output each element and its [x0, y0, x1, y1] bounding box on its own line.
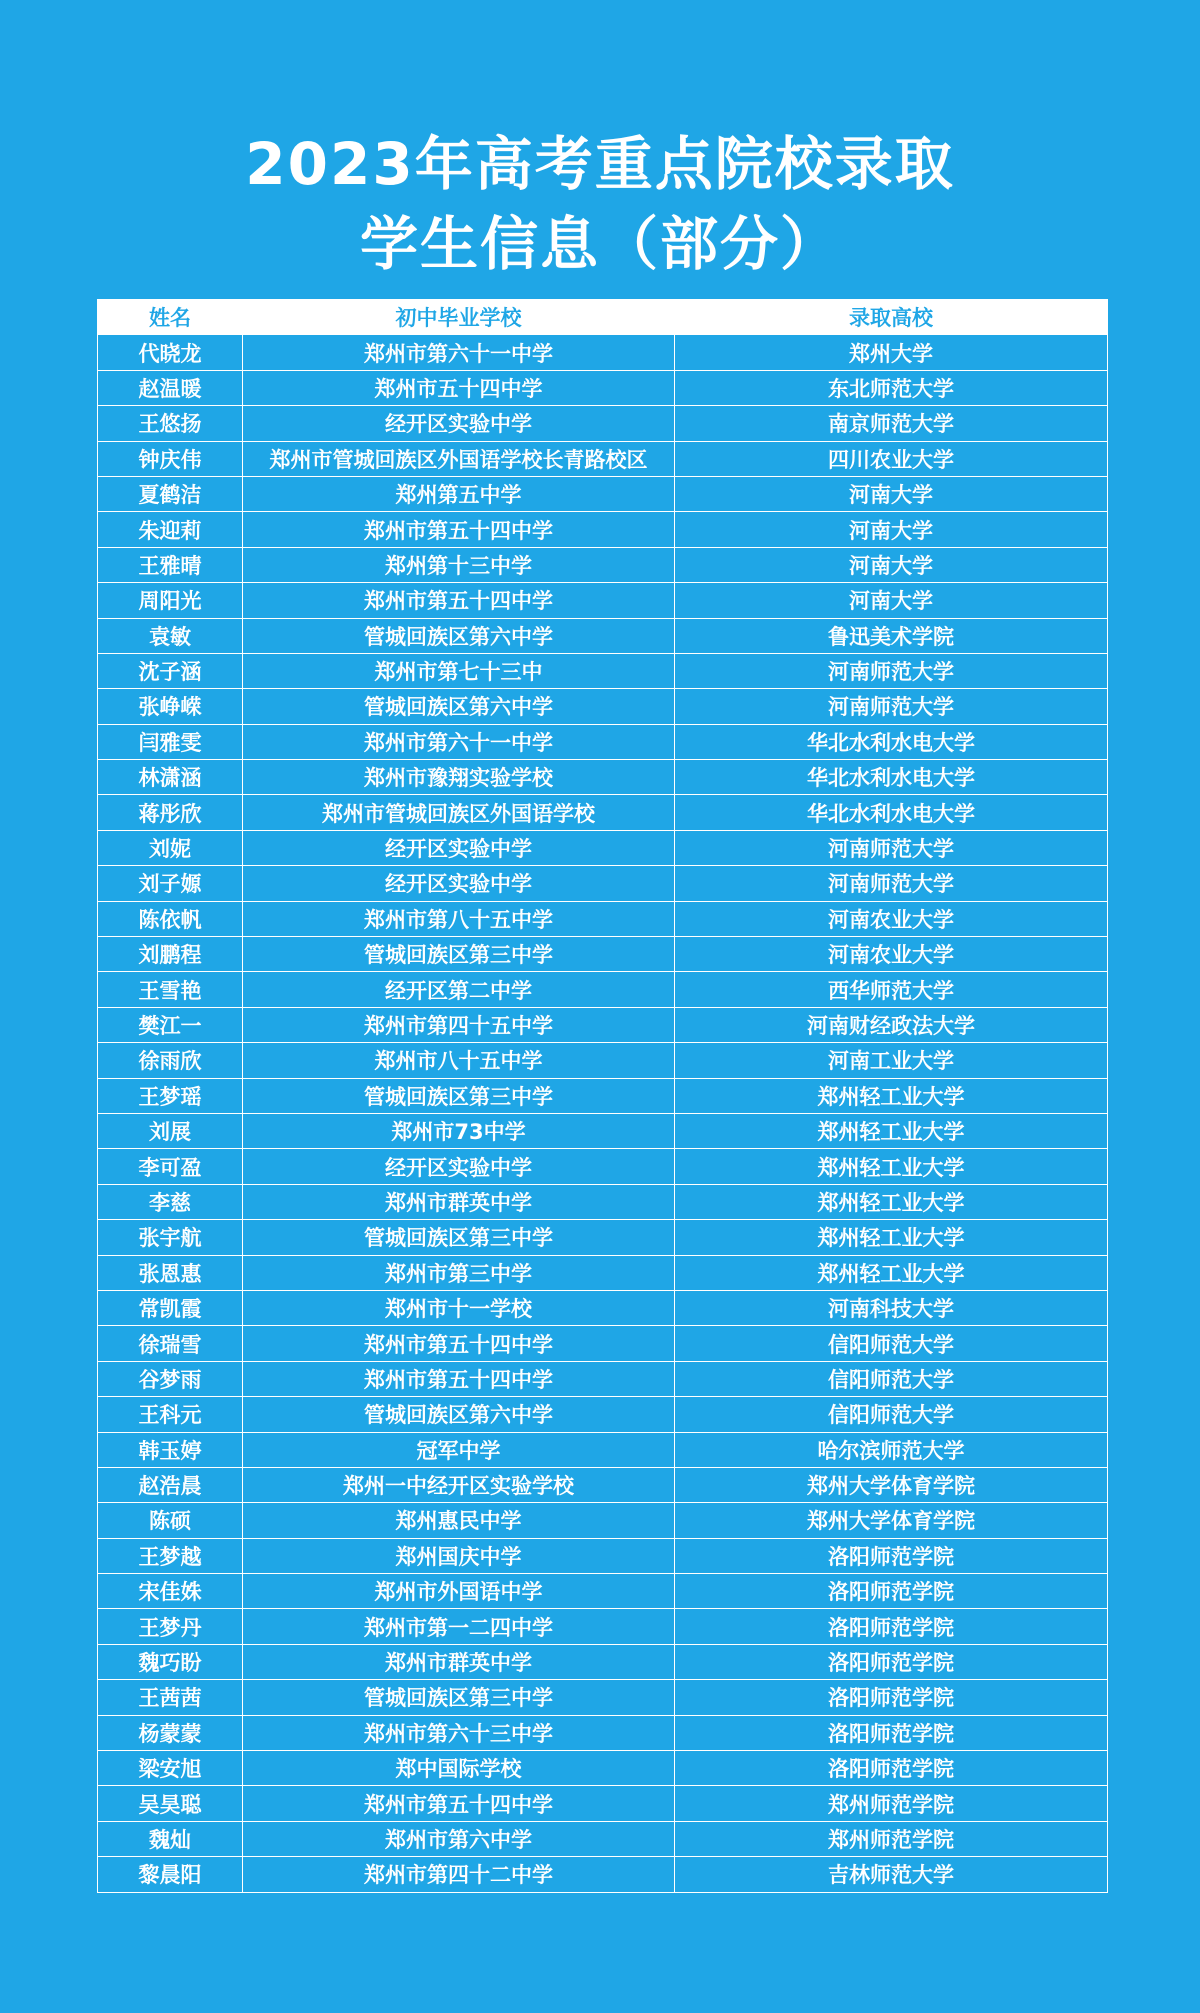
cell-university: 河南工业大学 — [675, 1043, 1108, 1078]
table-row — [98, 1821, 1108, 1856]
cell-university: 郑州师范学院 — [675, 1821, 1108, 1856]
table-row — [98, 1644, 1108, 1679]
cell-student-name: 杨蒙蒙 — [98, 1715, 243, 1750]
table-row — [98, 1538, 1108, 1573]
table-row — [98, 1751, 1108, 1786]
cell-middle-school: 郑州市豫翔实验学校 — [243, 760, 675, 795]
table-row — [98, 583, 1108, 618]
cell-university: 河南大学 — [675, 476, 1108, 511]
cell-university: 洛阳师范学院 — [675, 1751, 1108, 1786]
cell-university: 洛阳师范学院 — [675, 1538, 1108, 1573]
cell-middle-school: 经开区实验中学 — [243, 1149, 675, 1184]
table-row — [98, 1432, 1108, 1467]
cell-middle-school: 郑州市第六十一中学 — [243, 335, 675, 370]
cell-middle-school: 郑州市第四十五中学 — [243, 1007, 675, 1042]
table-row — [98, 866, 1108, 901]
cell-middle-school: 郑州市十一学校 — [243, 1290, 675, 1325]
cell-middle-school: 郑州市第六十一中学 — [243, 724, 675, 759]
cell-student-name: 刘子嫄 — [98, 866, 243, 901]
table-row — [98, 1113, 1108, 1148]
cell-middle-school: 冠军中学 — [243, 1432, 675, 1467]
cell-middle-school: 郑州市73中学 — [243, 1113, 675, 1148]
cell-student-name: 王梦瑶 — [98, 1078, 243, 1113]
cell-university: 郑州轻工业大学 — [675, 1078, 1108, 1113]
cell-student-name: 魏灿 — [98, 1821, 243, 1856]
cell-student-name: 韩玉婷 — [98, 1432, 243, 1467]
cell-middle-school: 郑州市第五十四中学 — [243, 512, 675, 547]
table-row — [98, 937, 1108, 972]
cell-student-name: 徐瑞雪 — [98, 1326, 243, 1361]
table-row — [98, 1184, 1108, 1219]
cell-middle-school: 郑州市第五十四中学 — [243, 583, 675, 618]
cell-student-name: 代晓龙 — [98, 335, 243, 370]
cell-student-name: 闫雅雯 — [98, 724, 243, 759]
table-row — [98, 1467, 1108, 1502]
column-header-university: 录取高校 — [675, 300, 1108, 335]
table-row — [98, 335, 1108, 370]
header-row — [98, 300, 1108, 335]
table-row — [98, 1715, 1108, 1750]
cell-student-name: 钟庆伟 — [98, 441, 243, 476]
cell-university: 河南大学 — [675, 512, 1108, 547]
cell-university: 洛阳师范学院 — [675, 1609, 1108, 1644]
cell-university: 河南大学 — [675, 547, 1108, 582]
cell-university: 华北水利水电大学 — [675, 760, 1108, 795]
cell-university: 河南师范大学 — [675, 653, 1108, 688]
table-header — [98, 300, 1108, 335]
table-row — [98, 618, 1108, 653]
cell-university: 河南财经政法大学 — [675, 1007, 1108, 1042]
table-row — [98, 547, 1108, 582]
table-row — [98, 1397, 1108, 1432]
cell-middle-school: 郑州市第八十五中学 — [243, 901, 675, 936]
cell-university: 洛阳师范学院 — [675, 1680, 1108, 1715]
table-row — [98, 370, 1108, 405]
cell-student-name: 周阳光 — [98, 583, 243, 618]
table-row — [98, 1078, 1108, 1113]
table-row — [98, 795, 1108, 830]
cell-student-name: 张峥嵘 — [98, 689, 243, 724]
cell-student-name: 刘妮 — [98, 830, 243, 865]
cell-student-name: 黎晨阳 — [98, 1857, 243, 1892]
cell-student-name: 谷梦雨 — [98, 1361, 243, 1396]
table-row — [98, 1680, 1108, 1715]
table-row — [98, 972, 1108, 1007]
cell-student-name: 蒋彤欣 — [98, 795, 243, 830]
cell-university: 河南农业大学 — [675, 937, 1108, 972]
column-header-middle-school: 初中毕业学校 — [243, 300, 675, 335]
cell-middle-school: 经开区实验中学 — [243, 406, 675, 441]
cell-middle-school: 郑州市管城回族区外国语学校长青路校区 — [243, 441, 675, 476]
cell-student-name: 王雅晴 — [98, 547, 243, 582]
cell-student-name: 王科元 — [98, 1397, 243, 1432]
cell-student-name: 吴昊聪 — [98, 1786, 243, 1821]
page-subtitle: 学生信息（部分） — [359, 210, 840, 278]
table-row — [98, 1361, 1108, 1396]
cell-middle-school: 郑州市第五十四中学 — [243, 1361, 675, 1396]
table-row — [98, 1007, 1108, 1042]
cell-middle-school: 郑州市第六中学 — [243, 1821, 675, 1856]
cell-student-name: 王梦丹 — [98, 1609, 243, 1644]
table-row — [98, 476, 1108, 511]
cell-university: 西华师范大学 — [675, 972, 1108, 1007]
table-row — [98, 1857, 1108, 1892]
cell-student-name: 赵温暖 — [98, 370, 243, 405]
cell-middle-school: 管城回族区第六中学 — [243, 1397, 675, 1432]
cell-student-name: 沈子涵 — [98, 653, 243, 688]
cell-university: 鲁迅美术学院 — [675, 618, 1108, 653]
cell-university: 四川农业大学 — [675, 441, 1108, 476]
cell-student-name: 李慈 — [98, 1184, 243, 1219]
cell-student-name: 魏巧盼 — [98, 1644, 243, 1679]
cell-middle-school: 郑州市五十四中学 — [243, 370, 675, 405]
cell-university: 河南师范大学 — [675, 866, 1108, 901]
cell-student-name: 陈硕 — [98, 1503, 243, 1538]
cell-student-name: 樊江一 — [98, 1007, 243, 1042]
table-row — [98, 1149, 1108, 1184]
table-row — [98, 830, 1108, 865]
cell-middle-school: 郑州市第三中学 — [243, 1255, 675, 1290]
cell-university: 华北水利水电大学 — [675, 724, 1108, 759]
cell-middle-school: 郑州国庆中学 — [243, 1538, 675, 1573]
table-row — [98, 689, 1108, 724]
table-row — [98, 724, 1108, 759]
cell-student-name: 朱迎莉 — [98, 512, 243, 547]
admission-table — [97, 299, 1108, 1893]
cell-middle-school: 管城回族区第三中学 — [243, 1680, 675, 1715]
cell-student-name: 宋佳姝 — [98, 1574, 243, 1609]
table-row — [98, 760, 1108, 795]
cell-middle-school: 郑州市群英中学 — [243, 1644, 675, 1679]
cell-university: 河南师范大学 — [675, 830, 1108, 865]
cell-student-name: 刘鹏程 — [98, 937, 243, 972]
cell-middle-school: 郑州市第四十二中学 — [243, 1857, 675, 1892]
cell-university: 南京师范大学 — [675, 406, 1108, 441]
cell-university: 洛阳师范学院 — [675, 1715, 1108, 1750]
cell-student-name: 张宇航 — [98, 1220, 243, 1255]
cell-university: 吉林师范大学 — [675, 1857, 1108, 1892]
cell-middle-school: 郑州第五中学 — [243, 476, 675, 511]
cell-student-name: 常凯霞 — [98, 1290, 243, 1325]
cell-middle-school: 经开区实验中学 — [243, 866, 675, 901]
table-row — [98, 1574, 1108, 1609]
cell-middle-school: 郑中国际学校 — [243, 1751, 675, 1786]
cell-middle-school: 管城回族区第三中学 — [243, 1220, 675, 1255]
cell-university: 东北师范大学 — [675, 370, 1108, 405]
cell-student-name: 张恩惠 — [98, 1255, 243, 1290]
cell-middle-school: 经开区第二中学 — [243, 972, 675, 1007]
cell-student-name: 梁安旭 — [98, 1751, 243, 1786]
cell-middle-school: 郑州市群英中学 — [243, 1184, 675, 1219]
cell-university: 郑州大学体育学院 — [675, 1467, 1108, 1502]
cell-university: 河南师范大学 — [675, 689, 1108, 724]
cell-university: 郑州轻工业大学 — [675, 1184, 1108, 1219]
cell-middle-school: 郑州一中经开区实验学校 — [243, 1467, 675, 1502]
page-title: 2023年高考重点院校录取 — [245, 130, 955, 198]
cell-university: 郑州轻工业大学 — [675, 1255, 1108, 1290]
cell-university: 郑州师范学院 — [675, 1786, 1108, 1821]
cell-university: 洛阳师范学院 — [675, 1574, 1108, 1609]
table-body — [98, 335, 1108, 1892]
table-row — [98, 1503, 1108, 1538]
cell-student-name: 李可盈 — [98, 1149, 243, 1184]
cell-middle-school: 郑州市八十五中学 — [243, 1043, 675, 1078]
table-row — [98, 901, 1108, 936]
cell-middle-school: 管城回族区第三中学 — [243, 937, 675, 972]
cell-middle-school: 郑州市第七十三中 — [243, 653, 675, 688]
column-header-name: 姓名 — [98, 300, 243, 335]
cell-university: 哈尔滨师范大学 — [675, 1432, 1108, 1467]
cell-student-name: 陈依帆 — [98, 901, 243, 936]
cell-university: 郑州轻工业大学 — [675, 1220, 1108, 1255]
cell-middle-school: 郑州惠民中学 — [243, 1503, 675, 1538]
cell-university: 河南科技大学 — [675, 1290, 1108, 1325]
table-row — [98, 1609, 1108, 1644]
cell-university: 郑州大学体育学院 — [675, 1503, 1108, 1538]
cell-middle-school: 郑州市外国语中学 — [243, 1574, 675, 1609]
cell-university: 信阳师范大学 — [675, 1326, 1108, 1361]
cell-university: 郑州轻工业大学 — [675, 1149, 1108, 1184]
cell-middle-school: 郑州第十三中学 — [243, 547, 675, 582]
table-row — [98, 1220, 1108, 1255]
table-row — [98, 512, 1108, 547]
cell-middle-school: 管城回族区第六中学 — [243, 689, 675, 724]
cell-middle-school: 郑州市第五十四中学 — [243, 1786, 675, 1821]
table-row — [98, 1786, 1108, 1821]
table-row — [98, 653, 1108, 688]
cell-university: 郑州大学 — [675, 335, 1108, 370]
table-row — [98, 406, 1108, 441]
cell-university: 河南农业大学 — [675, 901, 1108, 936]
table-row — [98, 441, 1108, 476]
cell-middle-school: 管城回族区第六中学 — [243, 618, 675, 653]
cell-university: 信阳师范大学 — [675, 1397, 1108, 1432]
cell-middle-school: 管城回族区第三中学 — [243, 1078, 675, 1113]
cell-middle-school: 郑州市第五十四中学 — [243, 1326, 675, 1361]
cell-student-name: 刘展 — [98, 1113, 243, 1148]
cell-university: 洛阳师范学院 — [675, 1644, 1108, 1679]
cell-student-name: 夏鹤洁 — [98, 476, 243, 511]
cell-university: 信阳师范大学 — [675, 1361, 1108, 1396]
cell-student-name: 袁敏 — [98, 618, 243, 653]
cell-middle-school: 郑州市第一二四中学 — [243, 1609, 675, 1644]
table-row — [98, 1255, 1108, 1290]
table-row — [98, 1043, 1108, 1078]
table-row — [98, 1290, 1108, 1325]
cell-student-name: 王雪艳 — [98, 972, 243, 1007]
cell-middle-school: 郑州市第六十三中学 — [243, 1715, 675, 1750]
cell-student-name: 赵浩晨 — [98, 1467, 243, 1502]
cell-university: 华北水利水电大学 — [675, 795, 1108, 830]
cell-student-name: 林潇涵 — [98, 760, 243, 795]
cell-student-name: 王梦越 — [98, 1538, 243, 1573]
cell-student-name: 王茜茜 — [98, 1680, 243, 1715]
cell-middle-school: 经开区实验中学 — [243, 830, 675, 865]
cell-student-name: 王悠扬 — [98, 406, 243, 441]
cell-university: 郑州轻工业大学 — [675, 1113, 1108, 1148]
cell-middle-school: 郑州市管城回族区外国语学校 — [243, 795, 675, 830]
cell-university: 河南大学 — [675, 583, 1108, 618]
cell-student-name: 徐雨欣 — [98, 1043, 243, 1078]
table-row — [98, 1326, 1108, 1361]
